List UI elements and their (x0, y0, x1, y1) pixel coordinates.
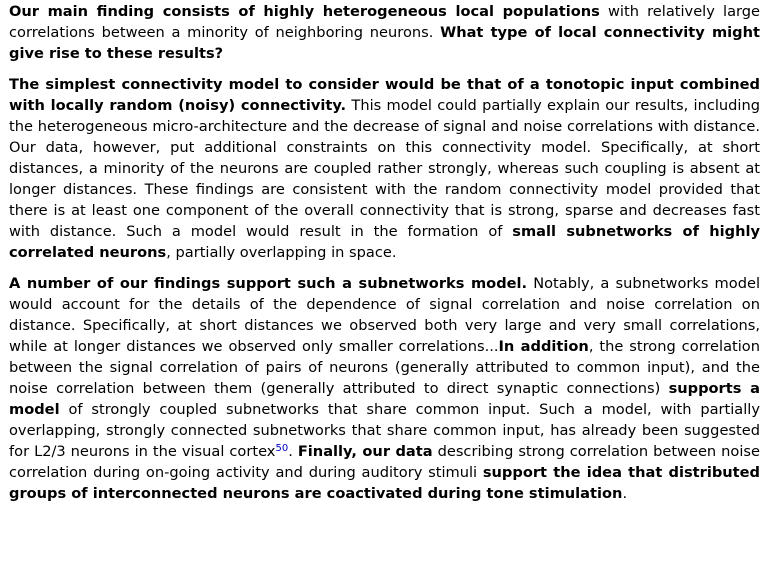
body-text: . (622, 485, 628, 502)
body-text: with relatively large correlations between a minority of neighboring neurons. (9, 3, 760, 41)
body-text: . (288, 443, 298, 460)
paragraph-connectivity-model (9, 74, 760, 263)
body-text: , partially overlapping in space. (166, 244, 397, 261)
reference-link[interactable]: 50 (275, 443, 289, 454)
bold-statement: A number of our findings support such a subnetworks model. (9, 275, 528, 292)
body-text: of strongly coupled subnetworks that share common input. Such a model, with partially overlapping, strongly connected subnetworks that share common input, has already been suggested for L2/3 neurons in the visual cortex (9, 401, 760, 460)
bold-phrase: small subnetworks of highly correlated neurons (9, 223, 760, 261)
bold-statement: The simplest connectivity model to consider would be that of a tonotopic input combined with locally random (noisy) connectivity. (9, 76, 760, 114)
bold-statement: Our main finding consists of highly heterogeneous local populations (9, 3, 600, 20)
body-text: Notably, a subnetworks model would account for the details of the dependence of signal correlation and noise correlation on distance. Specifically, at short distances we observed both very large and very small correlations, while at longer distances we observed only smaller correlations... (9, 275, 761, 355)
paragraph-main-finding (9, 1, 760, 64)
body-text: This model could partially explain our results, including the heterogeneous micro-architecture and the decrease of signal and noise correlations with distance. Our data, however, put additional constraints on this connectivity model. Specifically, at short distances, a minority of the neurons are coupled rather strongly, whereas such coupling is absent at longer distances. These findings are consistent with the random connectivity model provided that there is at least one component of the overall connectivity that is strong, sparse and decreases fast with distance. Such a model would result in the formation of (9, 97, 760, 240)
bold-phrase: In addition (498, 338, 589, 355)
paragraph-subnetworks-model (9, 273, 760, 504)
bold-phrase: Finally, our data (297, 443, 433, 460)
bold-question: What type of local connectivity might give rise to these results? (9, 24, 760, 62)
body-text: , the strong correlation between the signal correlation of pairs of neurons (generally attributed to common input), and the noise correlation between them (generally attributed to direct synaptic connections) (9, 338, 760, 397)
body-text: describing strong correlation between noise correlation during on-going activity and during auditory stimuli (9, 443, 760, 481)
bold-phrase: supports a model (9, 380, 760, 418)
bold-conclusion: support the idea that distributed groups of interconnected neurons are coactivated during tone stimulation (9, 464, 760, 502)
